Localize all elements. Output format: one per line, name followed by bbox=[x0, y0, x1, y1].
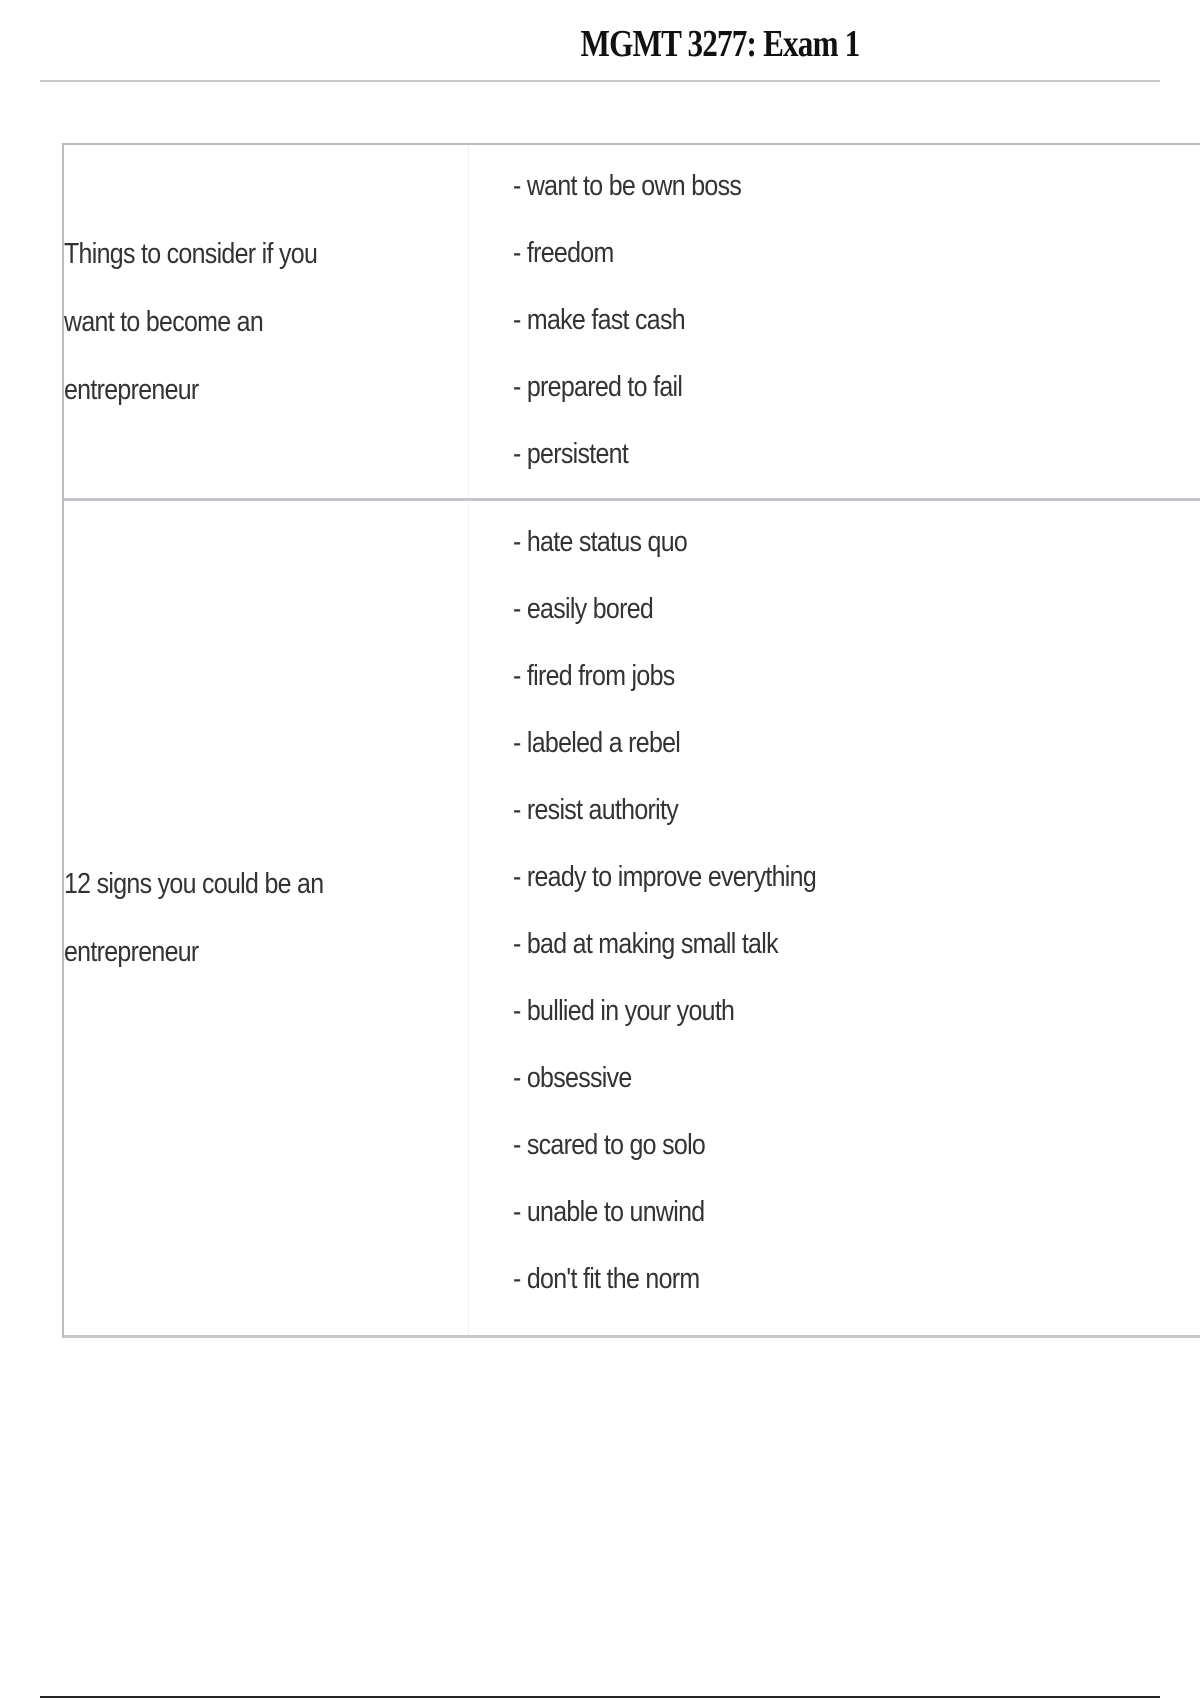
term-cell bbox=[64, 501, 469, 1335]
definition-item: - freedom bbox=[513, 237, 614, 269]
term-text: Things to consider if you want to become an entrepreneur bbox=[64, 237, 318, 406]
definition-item: - easily bored bbox=[513, 593, 654, 625]
definition-item: - want to be own boss bbox=[513, 170, 742, 202]
definition-cell bbox=[469, 145, 1200, 498]
definition-item: - persistent bbox=[513, 438, 629, 470]
page-title: MGMT 3277: Exam 1 bbox=[580, 23, 860, 65]
definition-item: - ready to improve everything bbox=[513, 861, 817, 893]
definition-item: - don't fit the norm bbox=[513, 1263, 700, 1295]
footer-divider bbox=[40, 1696, 1160, 1698]
definition-item: - obsessive bbox=[513, 1062, 632, 1094]
flashcard-table bbox=[62, 143, 1200, 1338]
definition-item: - resist authority bbox=[513, 794, 679, 826]
definition-item: - unable to unwind bbox=[513, 1196, 705, 1228]
definition-item: - make fast cash bbox=[513, 304, 685, 336]
definition-item: - prepared to fail bbox=[513, 371, 683, 403]
definition-item: - bad at making small talk bbox=[513, 928, 778, 960]
definition-item: - bullied in your youth bbox=[513, 995, 735, 1027]
header-divider bbox=[40, 80, 1160, 82]
definition-item: - hate status quo bbox=[513, 526, 688, 558]
definition-item: - scared to go solo bbox=[513, 1129, 706, 1161]
term-text: 12 signs you could be an entrepreneur bbox=[64, 868, 324, 968]
definition-item: - fired from jobs bbox=[513, 660, 675, 692]
definition-item: - labeled a rebel bbox=[513, 727, 681, 759]
flashcard-row bbox=[64, 501, 1200, 1338]
term-cell bbox=[64, 145, 469, 498]
flashcard-row bbox=[64, 145, 1200, 501]
definition-list bbox=[513, 153, 1200, 488]
definition-list bbox=[513, 509, 1200, 1313]
definition-cell bbox=[469, 501, 1200, 1335]
